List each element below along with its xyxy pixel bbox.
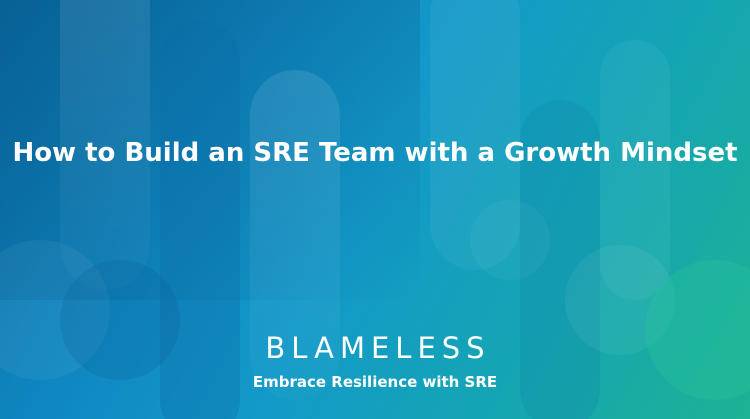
page-title: How to Build an SRE Team with a Growth Mindset [12,138,738,168]
tagline: Embrace Resilience with SRE [252,373,498,391]
blameless-logo: BLAMELESS [265,331,491,365]
